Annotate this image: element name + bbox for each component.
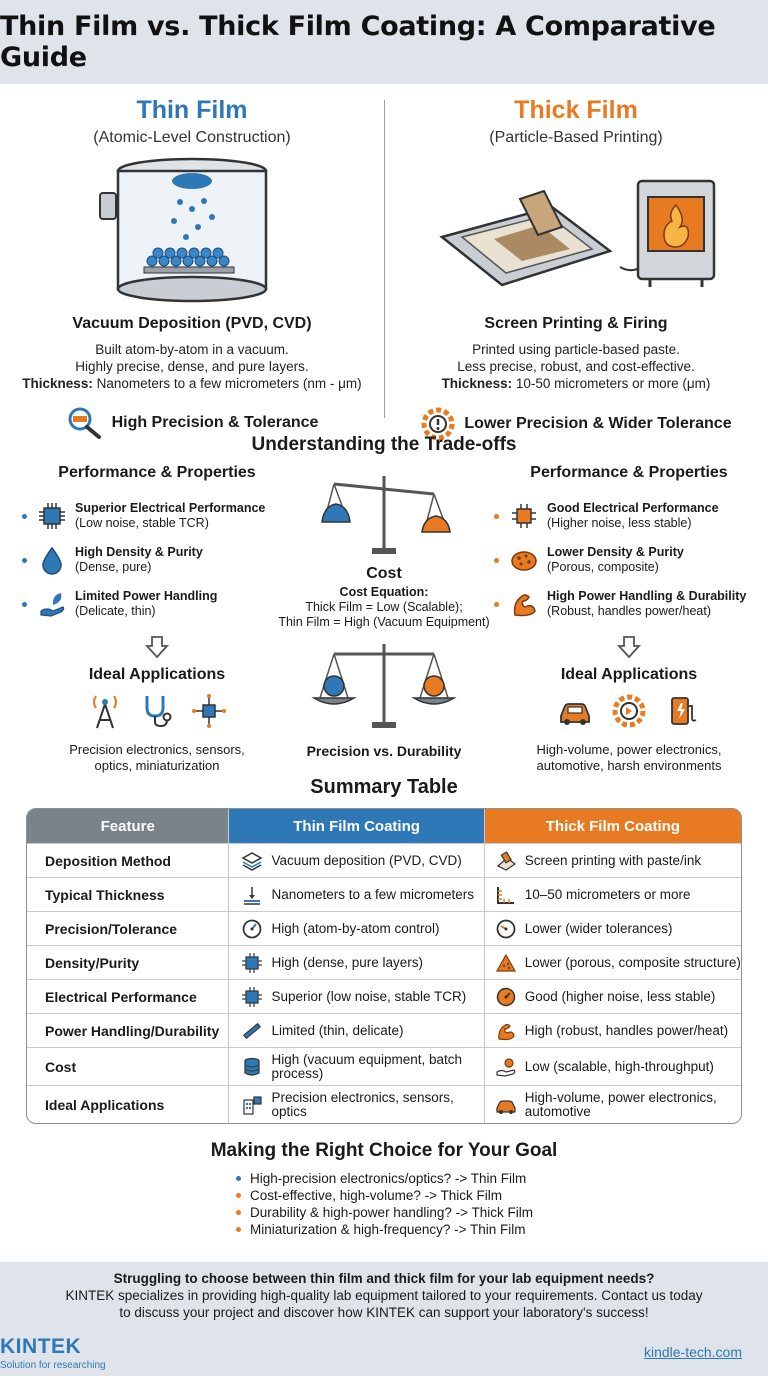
chip-icon bbox=[241, 952, 263, 974]
row-feature: Electrical Performance bbox=[45, 988, 197, 1005]
antenna-tower-icon bbox=[87, 692, 123, 730]
screen-printer-kiln-icon bbox=[384, 157, 768, 307]
cost-line-1: Thick Film = Low (Scalable); bbox=[305, 600, 463, 614]
thin-layer-icon bbox=[241, 884, 263, 906]
screen-printing-illustration bbox=[384, 157, 768, 307]
row-thick-text: High (robust, handles power/heat) bbox=[524, 1022, 729, 1038]
cta-line-3: to discuss your project and discover how KINTEK can support your laboratory's success! bbox=[119, 1305, 649, 1320]
thin-strip-icon bbox=[241, 1020, 263, 1042]
bullet-dot bbox=[236, 1176, 241, 1181]
thin-ideal-text bbox=[22, 742, 292, 774]
thin-thickness-label: Thickness: bbox=[22, 376, 93, 391]
row-thin bbox=[228, 1086, 483, 1123]
bullet-dot bbox=[236, 1227, 241, 1232]
row-feature: Density/Purity bbox=[45, 954, 140, 971]
perf-sub: (Higher noise, less stable) bbox=[547, 516, 692, 530]
thin-film-method: Vacuum Deposition (PVD, CVD) bbox=[72, 315, 312, 332]
thin-perf-item bbox=[22, 494, 292, 538]
row-thick bbox=[484, 1014, 741, 1047]
thick-thickness-label: Thickness: bbox=[441, 376, 513, 391]
choice-text: Cost-effective, high-volume? -> Thick Film bbox=[250, 1188, 502, 1203]
stethoscope-icon bbox=[139, 692, 175, 730]
table-header-row bbox=[27, 809, 741, 843]
row-thin-text: Precision electronics, sensors, optics bbox=[271, 1089, 454, 1119]
thin-ideal-line2: optics, miniaturization bbox=[94, 758, 220, 773]
bullet-dot bbox=[494, 602, 499, 607]
row-thick bbox=[484, 912, 741, 945]
bullet-dot bbox=[236, 1210, 241, 1215]
thick-ideal-line2: automotive, harsh environments bbox=[536, 758, 722, 773]
row-feature: Cost bbox=[45, 1058, 77, 1075]
row-thick bbox=[484, 844, 741, 877]
vacuum-chamber-illustration bbox=[0, 157, 384, 307]
vacuum-chamber-icon bbox=[0, 157, 384, 307]
perf-sub: (Delicate, thin) bbox=[75, 604, 156, 618]
flexed-arm-icon bbox=[509, 589, 539, 619]
thick-ideal-text bbox=[494, 742, 764, 774]
thick-thickness-value: 10-50 micrometers or more (μm) bbox=[515, 376, 711, 391]
perf-sub: (Dense, pure) bbox=[75, 560, 152, 574]
perf-sub: (Robust, handles power/heat) bbox=[547, 604, 711, 618]
logo-tagline: Solution for researching bbox=[0, 1360, 106, 1371]
list-item bbox=[236, 1221, 636, 1238]
chip-icon bbox=[241, 986, 263, 1008]
row-thick-text: 10–50 micrometers or more bbox=[524, 886, 691, 902]
sponge-icon bbox=[509, 545, 539, 575]
choice-text: Miniaturization & high-frequency? -> Thin Film bbox=[250, 1222, 526, 1237]
summary-table bbox=[26, 808, 742, 1124]
chip-icon bbox=[509, 501, 539, 531]
row-feature: Power Handling/Durability bbox=[45, 1022, 220, 1039]
thick-film-thickness bbox=[384, 375, 768, 392]
thin-ideal-icons bbox=[22, 692, 292, 732]
thin-film-subtitle: (Atomic-Level Construction) bbox=[93, 129, 291, 146]
choice-text: Durability & high-power handling? -> Thick Film bbox=[250, 1205, 533, 1220]
row-thin-text: Limited (thin, delicate) bbox=[271, 1022, 404, 1038]
thick-ideal-icons bbox=[494, 692, 764, 732]
summary-title: Summary Table bbox=[310, 776, 458, 798]
thick-ideal-title: Ideal Applications bbox=[560, 666, 698, 683]
row-feature: Deposition Method bbox=[45, 852, 171, 869]
chip-icon bbox=[37, 501, 67, 531]
building-chip-icon bbox=[241, 1094, 263, 1116]
perf-title: High Power Handling & Durability bbox=[547, 589, 747, 603]
thin-performance-panel bbox=[22, 464, 292, 774]
thick-performance-panel bbox=[494, 464, 764, 774]
thin-perf-item bbox=[22, 538, 292, 582]
cost-center-panel bbox=[276, 470, 492, 759]
list-item bbox=[236, 1170, 636, 1187]
row-thin-text: Vacuum deposition (PVD, CVD) bbox=[271, 852, 462, 868]
cta-line-2: KINTEK specializes in providing high-quality lab equipment tailored to your requirements. Contact us today bbox=[65, 1288, 703, 1303]
thin-film-title: Thin Film bbox=[136, 96, 248, 124]
header-thin: Thin Film Coating bbox=[228, 809, 483, 843]
porous-triangle-icon bbox=[495, 952, 517, 974]
thick-perf-item bbox=[494, 582, 764, 626]
bullet-dot bbox=[22, 514, 27, 519]
list-item bbox=[236, 1187, 636, 1204]
row-thin-text: Superior (low noise, stable TCR) bbox=[271, 988, 467, 1004]
header-feature: Feature bbox=[27, 809, 228, 843]
thin-thickness-value: Nanometers to a few micrometers (nm - μm) bbox=[96, 376, 362, 391]
thick-film-description bbox=[384, 341, 768, 392]
cost-title: Cost bbox=[366, 565, 402, 582]
bullet-dot bbox=[22, 602, 27, 607]
charging-station-icon bbox=[664, 692, 702, 730]
row-thin bbox=[228, 1014, 483, 1047]
row-thin bbox=[228, 946, 483, 979]
thick-film-method: Screen Printing & Firing bbox=[484, 315, 668, 332]
cost-line-2: Thin Film = High (Vacuum Equipment) bbox=[278, 615, 490, 629]
list-item bbox=[236, 1204, 636, 1221]
thick-film-subtitle: (Particle-Based Printing) bbox=[489, 129, 663, 146]
thin-film-thickness bbox=[0, 375, 384, 392]
thick-film-desc-line1: Printed using particle-based paste. bbox=[472, 342, 680, 357]
row-thin-text: Nanometers to a few micrometers bbox=[271, 886, 475, 902]
car-icon bbox=[556, 692, 594, 730]
gauge-icon bbox=[495, 986, 517, 1008]
hand-leaf-icon bbox=[37, 589, 67, 619]
tradeoffs-title: Understanding the Trade-offs bbox=[251, 434, 517, 455]
car-icon bbox=[495, 1094, 517, 1116]
perf-title: Superior Electrical Performance bbox=[75, 501, 266, 515]
perf-title: Good Electrical Performance bbox=[547, 501, 719, 515]
thick-ideal-line1: High-volume, power electronics, bbox=[536, 742, 722, 757]
row-thin bbox=[228, 912, 483, 945]
precision-durability-scale-icon bbox=[276, 638, 492, 734]
thin-precision-label: High Precision & Tolerance bbox=[111, 414, 319, 431]
coins-icon bbox=[241, 1056, 263, 1078]
row-thick-text: Lower (wider tolerances) bbox=[524, 920, 673, 936]
perf-sub: (Low noise, stable TCR) bbox=[75, 516, 209, 530]
down-arrow-icon bbox=[494, 634, 764, 660]
perf-sub: (Porous, composite) bbox=[547, 560, 659, 574]
gauge-icon bbox=[241, 918, 263, 940]
bullet-dot bbox=[22, 558, 27, 563]
perf-title: Limited Power Handling bbox=[75, 589, 218, 603]
table-row bbox=[27, 945, 741, 979]
row-thin bbox=[228, 1048, 483, 1085]
thick-film-title: Thick Film bbox=[514, 96, 638, 124]
choice-title: Making the Right Choice for Your Goal bbox=[210, 1140, 558, 1161]
bullet-dot bbox=[494, 514, 499, 519]
row-thin bbox=[228, 844, 483, 877]
table-row bbox=[27, 1047, 741, 1085]
squeegee-icon bbox=[495, 850, 517, 872]
page-header bbox=[0, 0, 768, 84]
thin-film-desc-line2: Highly precise, dense, and pure layers. bbox=[75, 359, 309, 374]
thin-ideal-title: Ideal Applications bbox=[88, 666, 226, 683]
row-feature: Ideal Applications bbox=[45, 1096, 165, 1113]
website-link[interactable]: kindle-tech.com bbox=[643, 1344, 742, 1360]
row-thin-text: High (vacuum equipment, batch process) bbox=[271, 1051, 463, 1081]
row-feature: Typical Thickness bbox=[45, 886, 165, 903]
row-thick-text: High-volume, power electronics, automotive bbox=[524, 1089, 717, 1119]
down-arrow-icon bbox=[22, 634, 292, 660]
thin-ideal-line1: Precision electronics, sensors, bbox=[69, 742, 245, 757]
droplet-icon bbox=[37, 545, 67, 575]
thick-film-desc-line2: Less precise, robust, and cost-effective. bbox=[457, 359, 695, 374]
row-thick bbox=[484, 878, 741, 911]
table-row bbox=[27, 877, 741, 911]
row-feature: Precision/Tolerance bbox=[45, 920, 178, 937]
kintek-logo: KINTEK bbox=[0, 1335, 82, 1358]
perf-title: High Density & Purity bbox=[75, 545, 203, 559]
thick-film-column bbox=[384, 96, 768, 442]
thick-perf-item bbox=[494, 538, 764, 582]
row-thin bbox=[228, 980, 483, 1013]
row-thick-text: Lower (porous, composite structure) bbox=[524, 954, 741, 970]
header-thick: Thick Film Coating bbox=[484, 809, 741, 843]
cost-eq-label: Cost Equation: bbox=[339, 585, 429, 599]
hand-coin-icon bbox=[495, 1056, 517, 1078]
gauge-icon bbox=[495, 918, 517, 940]
row-thick bbox=[484, 946, 741, 979]
balance-scale-icon bbox=[276, 470, 492, 558]
choice-text: High-precision electronics/optics? -> Thin Film bbox=[250, 1171, 527, 1186]
bullet-dot bbox=[236, 1193, 241, 1198]
cta-question: Struggling to choose between thin film and thick film for your lab equipment needs? bbox=[113, 1271, 655, 1286]
precision-vs-durability: Precision vs. Durability bbox=[306, 743, 462, 759]
row-thin bbox=[228, 878, 483, 911]
layers-icon bbox=[241, 850, 263, 872]
row-thick-text: Good (higher noise, less stable) bbox=[524, 988, 716, 1004]
thin-film-desc-line1: Built atom-by-atom in a vacuum. bbox=[95, 342, 289, 357]
table-row bbox=[27, 1085, 741, 1123]
table-row bbox=[27, 843, 741, 877]
thick-perf-item bbox=[494, 494, 764, 538]
table-row bbox=[27, 1013, 741, 1047]
perf-title: Lower Density & Purity bbox=[547, 545, 684, 559]
thin-performance-heading: Performance & Properties bbox=[58, 464, 256, 481]
page-title: Thin Film vs. Thick Film Coating: A Comparative Guide bbox=[0, 11, 716, 73]
thin-film-description bbox=[0, 341, 384, 392]
thin-perf-item bbox=[22, 582, 292, 626]
cost-equation bbox=[276, 585, 492, 630]
ruler-icon bbox=[495, 884, 517, 906]
choice-list bbox=[236, 1170, 636, 1238]
row-thick-text: Screen printing with paste/ink bbox=[524, 852, 702, 868]
row-thin-text: High (atom-by-atom control) bbox=[271, 920, 440, 936]
bullet-dot bbox=[494, 558, 499, 563]
thick-precision-label: Lower Precision & Wider Tolerance bbox=[464, 415, 732, 432]
row-thick-text: Low (scalable, high-throughput) bbox=[524, 1058, 714, 1074]
table-row bbox=[27, 979, 741, 1013]
thick-performance-heading: Performance & Properties bbox=[530, 464, 728, 481]
call-to-action bbox=[0, 1270, 768, 1321]
circuit-chip-icon bbox=[191, 692, 227, 730]
table-row bbox=[27, 911, 741, 945]
row-thick bbox=[484, 1086, 741, 1123]
flexed-arm-icon bbox=[495, 1020, 517, 1042]
gear-engine-icon bbox=[610, 692, 648, 730]
thin-film-column bbox=[0, 96, 384, 440]
row-thick bbox=[484, 1048, 741, 1085]
row-thin-text: High (dense, pure layers) bbox=[271, 954, 424, 970]
row-thick bbox=[484, 980, 741, 1013]
